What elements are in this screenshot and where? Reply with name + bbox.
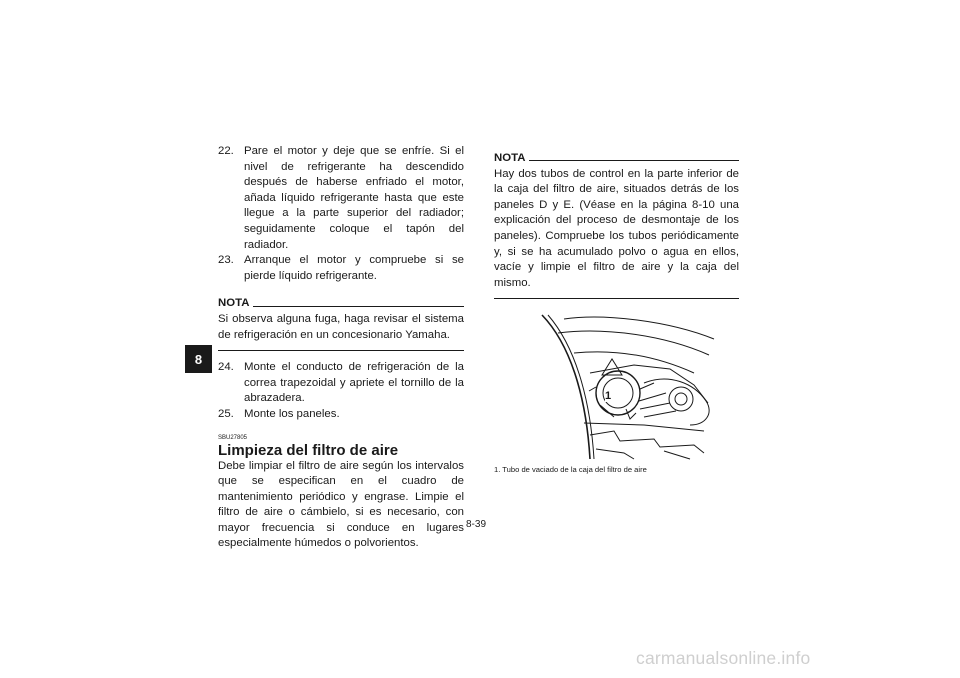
note-heading	[218, 296, 464, 312]
note-text: Hay dos tubos de control en la parte inferior de la caja del filtro de aire, situados detrás de los paneles D y E. (Véase en la página 8-10 una explicación del proceso de desmontaje de los paneles). Compruebe los tubos periódicamente y, si se ha acumulado polvo o agua en ellos, vacíe y limpie el filtro de aire y la caja del mismo.	[494, 167, 739, 289]
step-number: 24.	[218, 361, 234, 374]
figure-callout: 1	[605, 390, 612, 403]
note-end-rule	[494, 298, 739, 299]
section-title: Limpieza del filtro de aire	[218, 441, 399, 459]
note-rule	[529, 160, 739, 161]
step-item	[218, 360, 464, 407]
page-number: 8-39	[466, 519, 487, 530]
step-text: Monte el conducto de refrigeración de la correa trapezoidal y apriete el tornillo de la abrazadera.	[244, 361, 464, 405]
note-label: NOTA	[494, 152, 526, 164]
note-label: NOTA	[218, 297, 250, 310]
air-filter-illustration	[494, 313, 739, 461]
note-heading	[494, 151, 739, 167]
watermark: carmanualsonline.info	[636, 648, 811, 668]
step-item	[218, 144, 464, 253]
figure-caption: 1. Tubo de vaciado de la caja del filtro de aire	[494, 465, 647, 475]
note-end-rule	[218, 350, 464, 351]
note-text: Si observa alguna fuga, haga revisar el sistema de refrigeración en un concesionario Yamaha.	[218, 312, 464, 341]
step-number: 23.	[218, 254, 234, 267]
step-number: 25.	[218, 407, 234, 420]
chapter-tab: 8	[185, 345, 212, 373]
step-item	[218, 253, 464, 284]
section-code: SBU27805	[218, 434, 248, 441]
step-item	[218, 407, 464, 423]
right-column	[494, 151, 739, 475]
illustration-drawing	[494, 313, 739, 461]
step-text: Monte los paneles.	[244, 407, 340, 420]
step-text: Arranque el motor y compruebe si se pierde líquido refrigerante.	[244, 254, 464, 282]
note-rule	[253, 306, 464, 307]
step-number: 22.	[218, 145, 234, 157]
step-text: Pare el motor y deje que se enfríe. Si el nivel de refrigerante ha descendido después de haberse enfriado el motor, añada líquido refrigerante hasta que este llegue a la parte superior del radiador; seguidamente coloque el tapón del radiador.	[244, 145, 464, 251]
section-text: Debe limpiar el filtro de aire según los intervalos que se especifican en el cuadro de mantenimiento periódico y engrase. Limpie el filtro de aire o cámbielo, si es necesario, con mayor frecuencia si conduce en lugares especialmente húmedos o polvorientos.	[218, 459, 464, 550]
left-column	[218, 144, 464, 552]
